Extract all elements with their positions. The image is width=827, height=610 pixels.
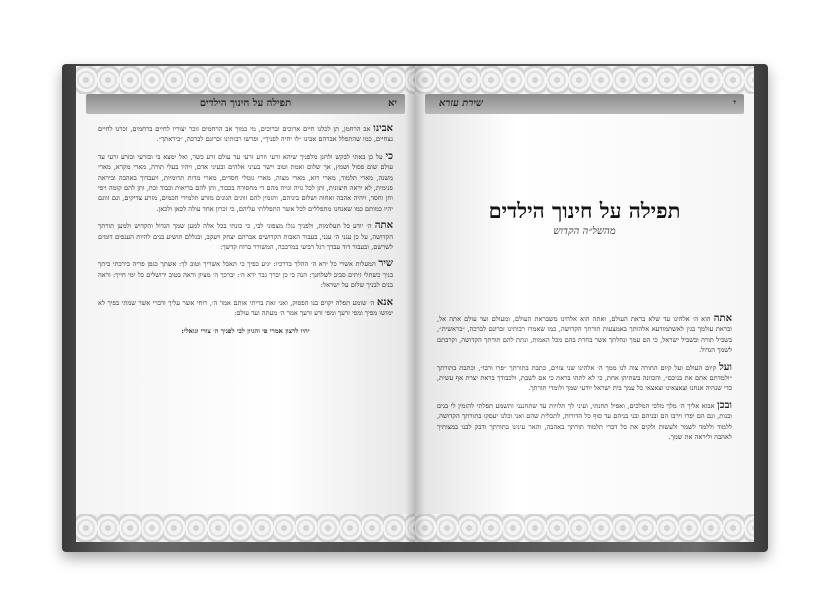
paragraph-text: על כן באתי לבקש ולחנן מלפניך שיהא זרעי וזרע זרעי עד עולם זרע כשר, ואל ימצא בי ובזרעי ובזרע זרעי עד עולם שום פסול ושמץ, אך שלום ואמת וטוב וישר בעיני אלהים ובעיני אדם, ויהיו בעלי תורה, מארי מקרא, מארי משנה, מארי תלמוד, מארי רזא, מארי מצוה, מארי גומלי חסדים, מארי מדות תרומיות, ויעבדוך באהבה וביראה פנימית, לא יראה חיצונית, ותן לכל גויה וגויה מהם די מחסורה בכבוד, ותן להם בריאות וכבוד וכח, ותן להם קומה ויפי וחן וחסד, ויהיה אהבה ואחוה ושלום ביניהם, ותזמין להם זווגים הגונים מזרע תלמידי חכמים, מזרע צדיקים, וגם זווגם יהיו כמותם כמו שאנחנו מתפללים לכל אשר התפללתי עליהם, כי זכרון אחד עולה לכאן ולכאן. (98, 152, 393, 213)
top-ornament-border (415, 66, 754, 94)
paragraph (98, 124, 393, 145)
right-page (415, 66, 754, 542)
paragraph-lead-word: ועל (719, 361, 732, 373)
prayer-subtitle: מהשל״ה הקדוש (553, 226, 616, 237)
left-running-title: תפילה על חינוך הילדים (199, 98, 292, 109)
paragraph (98, 221, 393, 252)
paragraph (98, 152, 393, 214)
closing-verse (98, 326, 393, 336)
paragraph-lead-word: אנא (376, 296, 393, 308)
open-book (62, 56, 768, 556)
paragraph (98, 259, 393, 290)
bottom-ornament-border (415, 514, 754, 542)
paragraph-lead-word: שיר (378, 258, 393, 270)
prayer-title: תפילה על חינוך הילדים (488, 198, 681, 223)
paragraph-lead-word: אתה (374, 220, 393, 232)
paragraph (437, 314, 732, 356)
paragraph-lead-word: ובכן (717, 399, 732, 411)
left-page (76, 66, 416, 542)
paragraph-lead-word: אתה (713, 314, 732, 324)
paragraph-lead-word: כי (385, 150, 393, 162)
paragraph (98, 298, 393, 319)
right-page-number: י (733, 98, 736, 109)
right-body-text (437, 314, 732, 502)
paragraph-text: הוא ה׳ אלהינו עד שלא בראת העולם, ואתה הוא אלהינו משבראת העולם, ומעולם ועד עולם אתה אל, ובראת עולמך בגין לאשתמודעא אלהותך באמצעות תורתך הקדושה, כמו שאמרו רבותינו זכרונם לברכה, ״בראשית״, בשביל תורה ובשביל ישראל, כי הם עמך ונחלתך אשר בחרת בהם מכל האמות, ונתת להם תורתך הקדושה, וקרבתם לשמך הגדול. (437, 315, 732, 355)
paragraph (437, 401, 732, 443)
paragraph-text: יהיו לרצון אמרי פי והגיון לבי לפניך ה׳ צורי וגואלי: (181, 326, 310, 335)
paragraph-text: אבוא אליך ה׳ מלך מלכי המלכים, ואפיל תחנתי, ועיני לך תלויות עד שתחננני ותשמע תפלתי להזמין לי בנים ובנות, וגם הם יפרו וירבו הם ובניהם ובני בניהם עד סוף כל הדורות, לתכלית שהם ואני וכלנו יעסקו בתורתך הקדושה, ללמוד וללמד לשמר ולעשות ולקים את כל דברי תלמוד תורתך באהבה, והאר עינינו בתורתך ודבק לבנו במצותיך לאהבה וליראה את שמך. (437, 401, 732, 442)
paragraph-text: קיום העולם ועל קיום התורה צוה לנו ממך ה׳ אלהינו שני צווים, כתבת בתורתך ״פרו ורבו״, וכתבת בתורתך ״ולמדתם אתם את בניכם״, והכוונה בשתיהן אחת, כי לא לתהו בראת כי אם לשבת, ולכבודך בראת יצרת אף עשית, כדי שנהיה אנחנו וצאצאינו וצאצאי כל עמך בית ישראל יודעי שמך ולומדי תורתך. (437, 363, 732, 393)
bottom-ornament-border (76, 514, 415, 542)
paragraph-text: המעלות אשרי כל ירא ה׳ ההלך בדרכיו: יגיע כפיך כי תאכל אשריך וטוב לך: אשתך כגפן פריה בירכתי ביתך בניך כשתלי זיתים סביב לשלחנך: הנה כי כן יברך גבר ירא ה׳: יברכך ה׳ מציון וראה בטוב ירושלים כל ימי חייך: וראה בנים לבניך שלום על ישראל: (98, 260, 393, 290)
paragraph-lead-word: אבינו (373, 124, 393, 134)
right-running-title: שירת עזרא (439, 98, 483, 109)
paragraph-text: אב הרחמן, תן לכלנו חיים ארוכים וברוכים, מי כמוך אב הרחמים זוכר יצוריו לחיים ברחמים, זכרנו לחיים נצחיים, כמו שהתפלל אברהם אבינו ״לו יחיה לפניך״, ופרשו רבותינו זכרונם לברכה, ״ביראתך״. (98, 125, 393, 144)
paragraph-text: ה׳ שומע תפלה יקוים בנו הפסוק, ואני זאת בריתי אותם אמר ה׳, רוחי אשר עליך ודברי אשר שמתי בפיך לא ימושו מפיך ומפי זרעך ומפי זרע זרעך אמר ה׳ מעתה ועד עולם: (98, 298, 393, 318)
left-body-text (98, 124, 393, 502)
paragraph-text: ה׳ יודע כל תעלומות, ולפניך נגלו מצפוני לבי, כי כונתי בכל אלה למען שמך הגדול והקדוש ולמען תורתך הקדושה, על כן ענני ה׳ ענני, בעבור האבות הקדושים אברהם יצחק ויעקב, ובגללם תושיע בנים להיות הענפים דומים לשרשם, ובעבור דוד עבדך רגל רביעי במרכבה, המשורר ברוח קדשך: (98, 222, 393, 252)
left-page-number: יא (387, 98, 397, 109)
right-running-header (425, 94, 744, 114)
left-running-header (86, 94, 405, 114)
paragraph (437, 363, 732, 394)
top-ornament-border (76, 66, 415, 94)
